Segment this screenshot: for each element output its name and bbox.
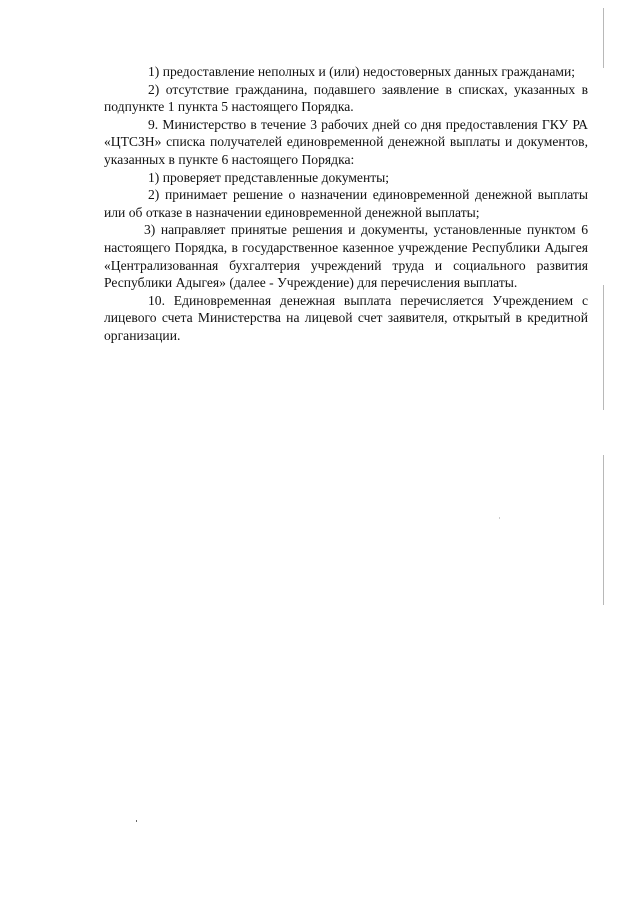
scan-edge-line — [603, 455, 604, 605]
paragraph: 9. Министерство в течение 3 рабочих дней со дня предоставления ГКУ РА «ЦТСЗН» списка получателей единовременной денежной выплаты и документов, указанных в пункте 6 настоящего Порядка: — [104, 116, 588, 167]
scan-speck — [499, 517, 500, 519]
scan-edge-line — [603, 8, 604, 68]
scan-speck — [136, 820, 137, 822]
paragraph: 1) предоставление неполных и (или) недостоверных данных гражданами; — [148, 64, 576, 79]
paragraph: 10. Единовременная денежная выплата перечисляется Учреждением с лицевого счета Министерства на лицевой счет заявителя, открытый в кредитной организации. — [104, 292, 588, 343]
paragraph: 3) направляет принятые решения и документы, установленные пунктом 6 настоящего Порядка, в государственное казенное учреждение Республики Адыгея «Централизованная бухгалтерия учреждений труда и социального развития Республики Адыгея» (далее - Учреждение) для перечисления выплаты. — [104, 222, 588, 291]
paragraph: 1) проверяет представленные документы; — [148, 169, 390, 185]
paragraph: 2) отсутствие гражданина, подавшего заявление в списках, указанных в подпункте 1 пункта 5 настоящего Порядка. — [104, 81, 588, 115]
document-body — [104, 63, 588, 345]
paragraph: 2) принимает решение о назначении единовременной денежной выплаты или об отказе в назначении единовременной денежной выплаты; — [104, 187, 588, 220]
scan-edge-line — [603, 285, 604, 410]
